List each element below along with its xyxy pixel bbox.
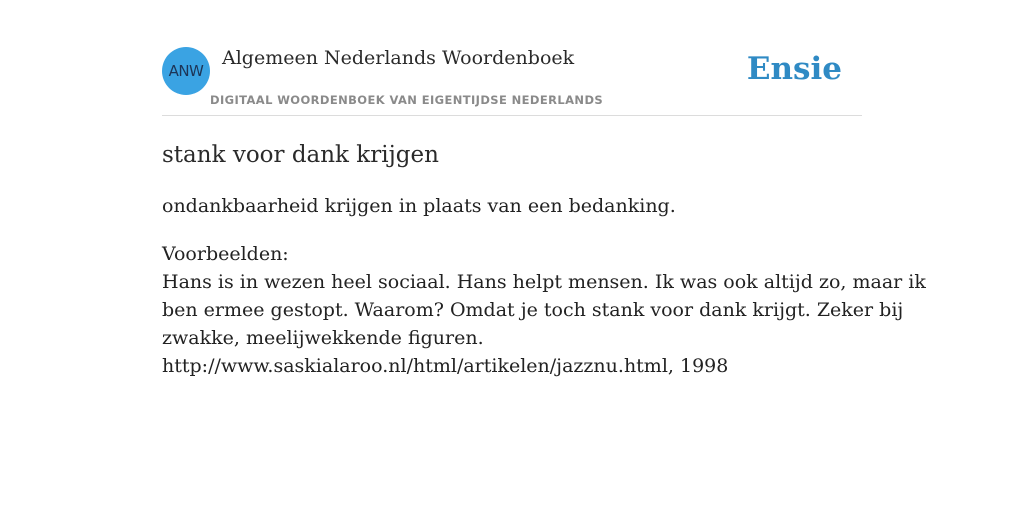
example-line: zwakke, meelijwekkende figuren. bbox=[162, 327, 484, 349]
anw-logo[interactable] bbox=[162, 47, 210, 95]
example-line: ben ermee gestopt. Waarom? Omdat je toch stank voor dank krijgt. Zeker bij bbox=[162, 299, 904, 321]
page-container bbox=[162, 0, 926, 377]
site-subtitle: DIGITAAL WOORDENBOEK VAN EIGENTIJDSE NEDERLANDS bbox=[210, 93, 604, 107]
header bbox=[162, 0, 862, 116]
example-line: Hans is in wezen heel sociaal. Hans helpt mensen. Ik was ook altijd zo, maar ik bbox=[162, 271, 926, 293]
entry-definition: ondankbaarheid krijgen in plaats van een bedanking. bbox=[162, 195, 676, 217]
site-title[interactable]: Algemeen Nederlands Woordenboek bbox=[222, 47, 575, 69]
entry-examples bbox=[162, 240, 926, 380]
ensie-brand-link[interactable]: Ensie bbox=[746, 51, 842, 87]
example-source: http://www.saskialaroo.nl/html/artikelen/jazznu.html, 1998 bbox=[162, 355, 729, 377]
entry-headword: stank voor dank krijgen bbox=[162, 142, 439, 168]
examples-label: Voorbeelden: bbox=[162, 243, 289, 265]
logo-text: ANW bbox=[168, 62, 204, 80]
